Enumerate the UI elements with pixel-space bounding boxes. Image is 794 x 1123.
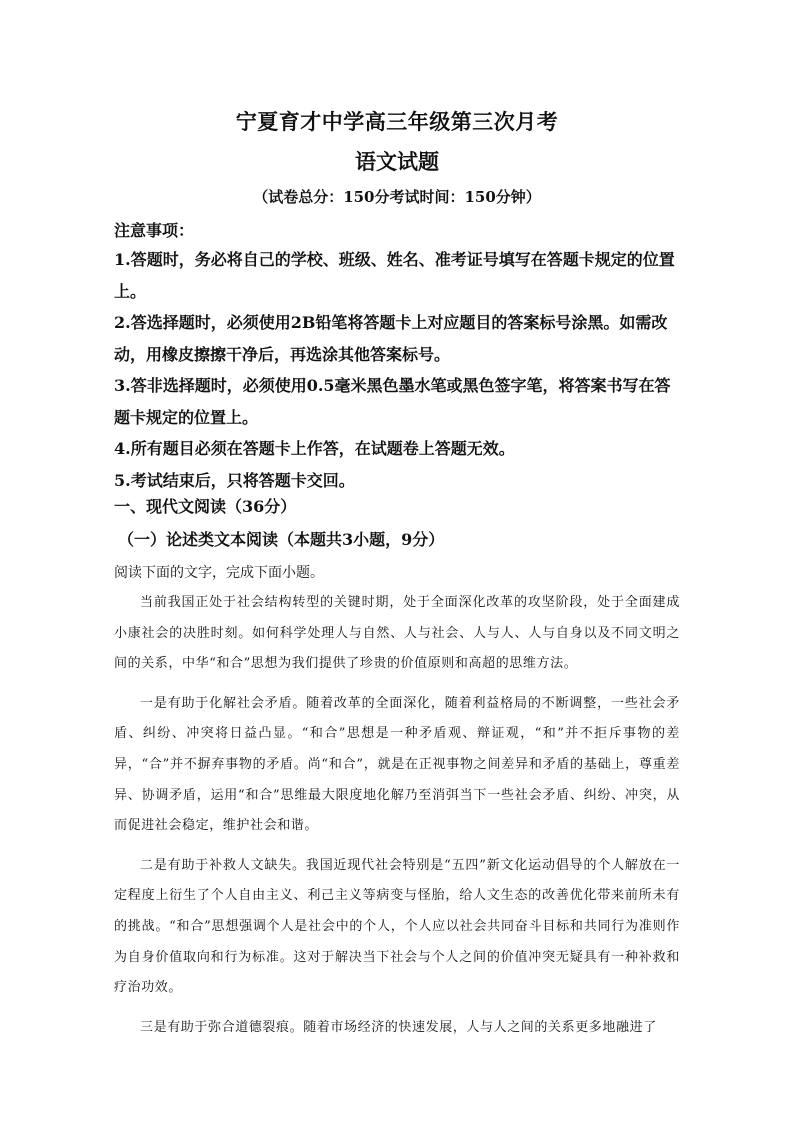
note-item: 1.答题时，务必将自己的学校、班级、姓名、准考证号填写在答题卡规定的位置上。 — [114, 250, 675, 301]
passage-paragraph: 三是有助于弥合道德裂痕。随着市场经济的快速发展，人与人之间的关系更多地融进了 — [140, 1019, 657, 1035]
exam-meta: （试卷总分：150分考试时间：150分钟） — [253, 188, 541, 206]
note-item: 5.考试结束后，只将答题卡交回。 — [114, 470, 355, 490]
note-item: 3.答非选择题时，必须使用0.5毫米黑色墨水笔或黑色签字笔，将答案书写在答题卡规定的位置上。 — [114, 376, 671, 427]
exam-title: 宁夏育才中学高三年级第三次月考 — [235, 109, 559, 134]
reading-passage — [114, 588, 680, 1052]
note-item: 4.所有题目必须在答题卡上作答，在试题卷上答题无效。 — [114, 439, 515, 458]
exam-subject: 语文试题 — [355, 149, 439, 174]
section-heading: 一、现代文阅读（36分） — [114, 497, 297, 516]
passage-paragraph: 一是有助于化解社会矛盾。随着改革的全面深化，随着利益格局的不断调整，一些社会矛盾、纠纷、冲突将日益凸显。“和合”思想是一种矛盾观、辩证观，“和”并不拒斥事物的差异，“合”并不摒弃事物的矛盾。尚“和合”，就是在正视事物之间差异和矛盾的基础上，尊重差异、协调矛盾，运用“和合”思维最大限度地化解乃至消弭当下一些社会矛盾、纠纷、冲突，从而促进社会稳定，维护社会和谐。 — [114, 695, 680, 834]
reading-instruction: 阅读下面的文字，完成下面小题。 — [114, 565, 324, 581]
passage-paragraph: 当前我国正处于社会结构转型的关键时期，处于全面深化改革的攻坚阶段，处于全面建成小康社会的决胜时刻。如何科学处理人与自然、人与社会、人与人、人与自身以及不同文明之间的关系，中华“和合”思想为我们提供了珍贵的价值原则和高超的思维方法。 — [114, 595, 680, 672]
note-item: 2.答选择题时，必须使用2B铅笔将答题卡上对应题目的答案标号涂黑。如需改动，用橡皮擦擦干净后，再选涂其他答案标号。 — [114, 313, 668, 364]
notes-heading: 注意事项： — [114, 221, 195, 240]
passage-paragraph: 二是有助于补救人文缺失。我国近现代社会特别是“五四”新文化运动倡导的个人解放在一定程度上衍生了个人自由主义、利己主义等病变与怪胎，给人文生态的改善优化带来前所未有的挑战。“和合”思想强调个人是社会中的个人，个人应以社会共同奋斗目标和共同行为准则作为自身价值取向和行为标准。这对于解决当下社会与个人之间的价值冲突无疑具有一种补救和疗治功效。 — [114, 857, 680, 996]
notes-list — [114, 244, 684, 496]
subsection-heading: （一）论述类文本阅读（本题共3小题，9分） — [118, 530, 445, 549]
